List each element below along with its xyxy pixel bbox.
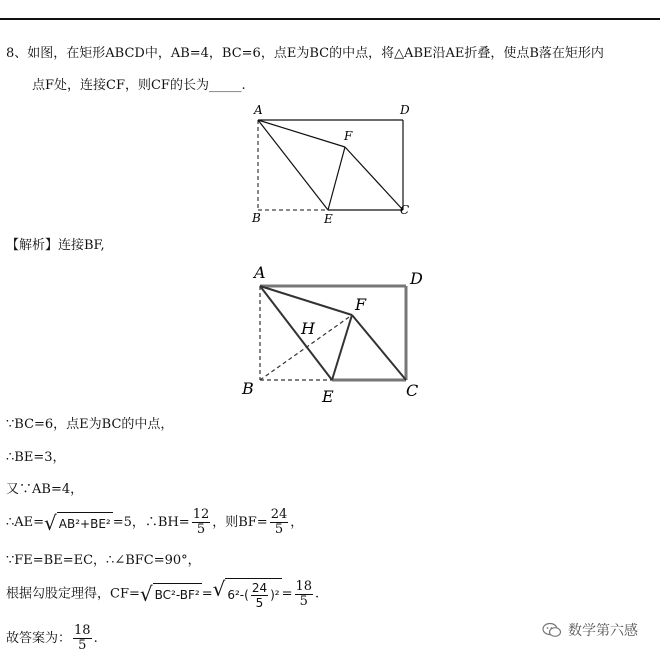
fig1-label-B: B: [252, 211, 261, 225]
problem-line-1: 8、如图，在矩形ABCD中，AB=4，BC=6，点E为BC的中点，将△ABE沿AE折叠，使点B落在矩形内: [6, 46, 604, 61]
fraction-BH: $\frac{12}{5}$: [192, 507, 210, 537]
fig2-label-B: B: [242, 379, 254, 398]
fig2-seg-FC: [352, 315, 406, 380]
solution-line-6: 根据勾股定理得，CF= √ BC²-BF² = √ 6²-( $\frac{24}{5}$ )² = $\frac{18}{5}$ .: [6, 577, 320, 610]
fraction-CF: $\frac{18}{5}$: [295, 578, 313, 609]
watermark: [542, 620, 638, 640]
solution-line-5: ∵FE=BE=EC，∴∠BFC=90°，: [6, 553, 201, 568]
fig1-seg-FE: [328, 147, 345, 210]
fig2-seg-AF: [260, 286, 352, 315]
watermark-text: 数学第六感: [568, 623, 638, 639]
solution-line-3: 又∵AB=4，: [6, 482, 84, 497]
fig1-label-A: A: [254, 103, 263, 117]
answer-line: 故答案为： $\frac{18}{5}$ .: [6, 623, 98, 653]
top-rule: [0, 18, 660, 20]
fig2-seg-FE: [332, 315, 352, 380]
fig1-label-D: D: [400, 103, 410, 117]
fig2-label-A: A: [254, 263, 266, 282]
fig2-label-F: F: [355, 295, 367, 314]
fig1-label-C: C: [400, 203, 410, 217]
fig1-label-F: F: [344, 129, 353, 143]
solution-line-4: ∴AE= √ AB²+BE² =5，∴BH= $\frac{12}{5}$ ，则BF= $\frac{24}{5}$ ，: [6, 507, 304, 537]
fig2-label-D: D: [410, 269, 423, 288]
fig2-label-H: H: [301, 319, 315, 338]
radical-CF-value: √ 6²-( $\frac{24}{5}$ )²: [212, 577, 280, 610]
fig2-label-E: E: [322, 387, 334, 406]
solution-line-2: ∴BE=3，: [6, 450, 66, 465]
fig1-seg-AE: [258, 120, 328, 210]
wechat-icon: [542, 622, 562, 638]
fig1-label-E: E: [324, 212, 333, 225]
answer-fraction: $\frac{18}{5}$: [74, 623, 91, 653]
radical-AE: √ AB²+BE²: [44, 510, 111, 535]
fig2-seg-AE: [260, 286, 332, 380]
fig1-seg-AF: [258, 120, 345, 147]
fig1-seg-FC: [345, 147, 403, 210]
figure-2: [236, 262, 436, 407]
solution-line-1: ∵BC=6，点E为BC的中点，: [6, 417, 174, 432]
radical-CF: √ BC²-BF²: [139, 582, 200, 606]
problem-line-2: 点F处，连接CF，则CF的长为_____.: [32, 78, 246, 93]
fig2-label-C: C: [406, 381, 419, 400]
analysis-title: 【解析】连接BF,: [6, 238, 105, 253]
figure-1: [248, 100, 418, 225]
fraction-BF: $\frac{24}{5}$: [270, 507, 288, 537]
